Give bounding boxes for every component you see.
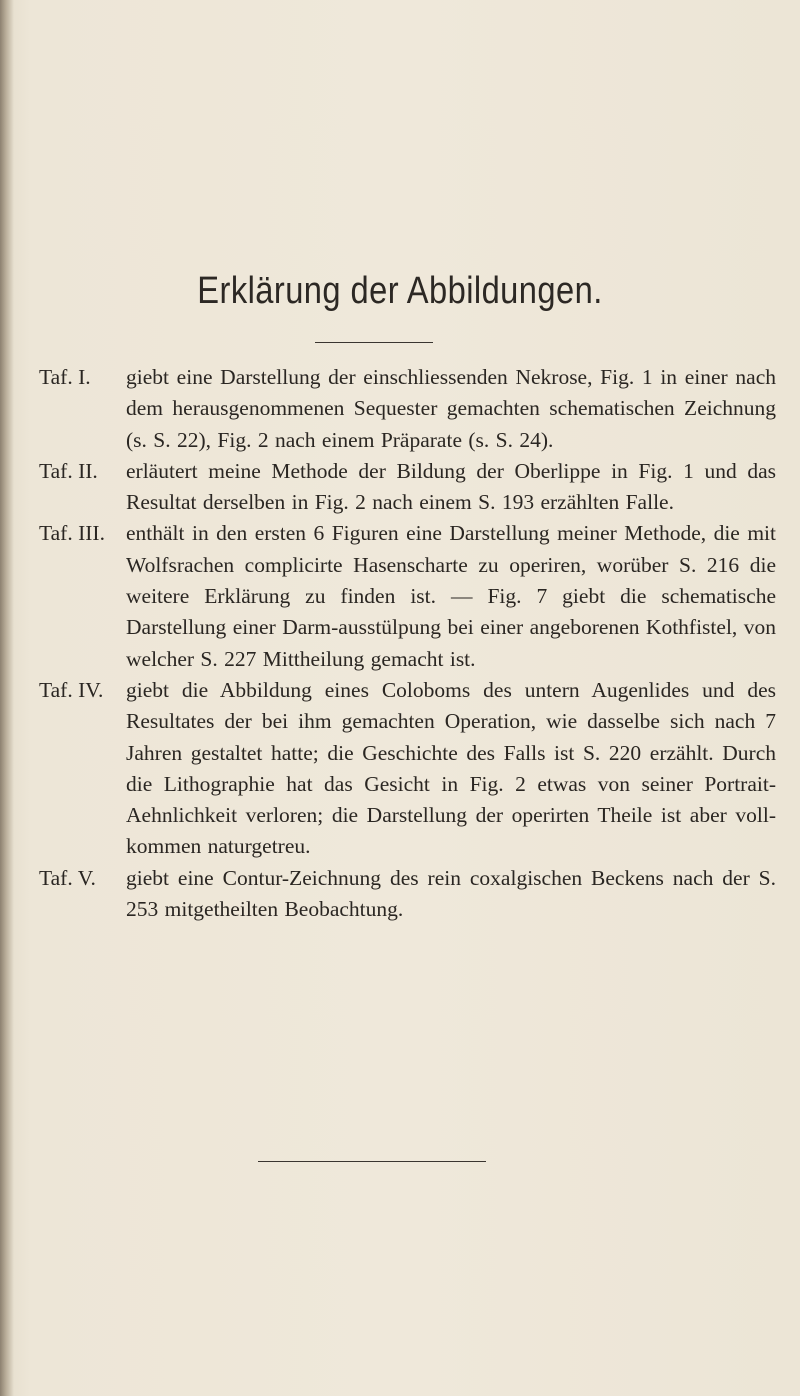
plate-description: giebt die Abbildung eines Coloboms des untern Augenlides und des Resultates der bei ihm gemachten Operation, wie dasselbe sich nach 7 Jahren gestaltet hatte; die Geschichte des Falls ist S. 220 erzählt. Durch die Lithographie hat das Gesicht in Fig. 2 etwas von seiner Portrait-Aehnlichkeit verloren; die Darstellung der operirten Theile ist aber voll-kommen naturgetreu. <box>126 677 776 859</box>
closing-divider <box>258 1161 486 1162</box>
plate-description: erläutert meine Methode der Bildung der Oberlippe in Fig. 1 und das Resultat derselben in Fig. 2 nach einem S. 193 erzählten Falle. <box>126 458 776 515</box>
plate-label: Taf. I. <box>39 365 91 389</box>
plate-entry-4 <box>0 675 800 863</box>
plate-label: Taf. II. <box>39 458 98 483</box>
plate-label: Taf. IV. <box>39 677 104 702</box>
plate-entry-3 <box>0 518 800 674</box>
plate-label: Taf. V. <box>39 865 96 890</box>
plate-description: giebt eine Contur-Zeichnung des rein coxalgischen Beckens nach der S. 253 mitgetheilten Beobachtung. <box>126 865 776 922</box>
plate-entry-2 <box>0 456 800 519</box>
page-title: Erklärung der Abbildungen. <box>197 270 603 312</box>
plate-label: Taf. III. <box>39 521 105 546</box>
plate-entry-5 <box>0 863 800 926</box>
plate-description: giebt eine Darstellung der einschliessenden Nekrose, Fig. 1 in einer nach dem herausgenommenen Sequester gemachten schematischen Zeichnung (s. S. 22), Fig. 2 nach einem Präparate (s. S. 24). <box>126 365 776 452</box>
plate-entry-1 <box>0 362 800 456</box>
plate-description: enthält in den ersten 6 Figuren eine Darstellung meiner Methode, die mit Wolfsrachen complicirte Hasenscharte zu operiren, worüber S. 216 die weitere Erklärung zu finden ist. — Fig. 7 giebt die schematische Darstellung einer Darm-ausstülpung bei einer angeborenen Kothfistel, von welcher S. 227 Mittheilung gemacht ist. <box>126 521 776 671</box>
title-divider <box>315 342 433 343</box>
plate-explanations <box>0 362 800 925</box>
